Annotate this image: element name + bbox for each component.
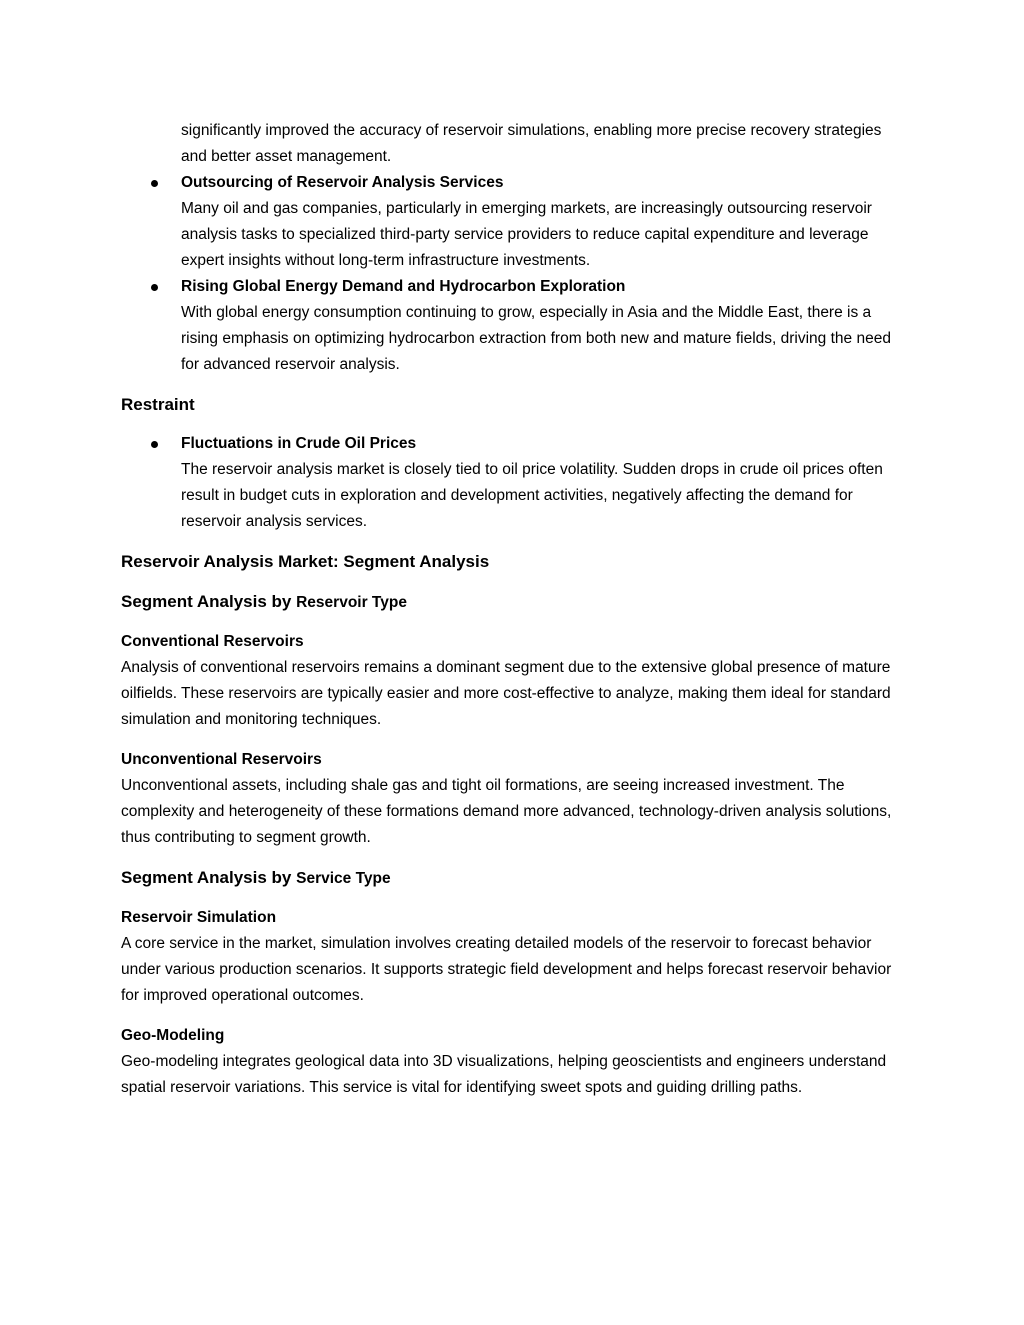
service-type-heading [121,865,906,892]
segment-analysis-heading: Reservoir Analysis Market: Segment Analysis [121,552,490,571]
driver-bullet-energy-demand [181,274,906,378]
bullet-body: The reservoir analysis market is closely tied to oil price volatility. Sudden drops in crude oil prices often result in budget cuts in exploration and development activities, negatively affecting the demand for reservoir analysis services. [181,461,883,530]
heading-prefix: Segment Analysis by [121,868,292,887]
heading-suffix: Reservoir Type [296,594,407,611]
subsection-title: Unconventional Reservoirs [121,751,322,768]
bullet-body: Many oil and gas companies, particularly in emerging markets, are increasingly outsourcing reservoir analysis tasks to specialized third-party service providers to reduce capital expenditure and leverage expert insights without long-term infrastructure investments. [181,200,872,269]
heading-suffix: Service Type [296,870,391,887]
subsection-body: Unconventional assets, including shale gas and tight oil formations, are seeing increased investment. The complexity and heterogeneity of these formations demand more advanced, technology-driven analysis solutions, thus contributing to segment growth. [121,777,892,846]
bullet-title: Rising Global Energy Demand and Hydrocarbon Exploration [181,278,626,295]
bullet-title: Outsourcing of Reservoir Analysis Services [181,174,504,191]
subsection-title: Geo-Modeling [121,1027,225,1044]
bullet-icon [151,284,158,291]
bullet-icon [151,180,158,187]
restraint-heading: Restraint [121,395,195,414]
reservoir-type-heading [121,589,906,616]
subsection-title: Reservoir Simulation [121,909,277,926]
subsection-body: Geo-modeling integrates geological data into 3D visualizations, helping geoscientists and engineers understand spatial reservoir variations. This service is vital for identifying sweet spots and guiding drilling paths. [121,1053,887,1096]
subsection-body: A core service in the market, simulation involves creating detailed models of the reservoir to forecast behavior under various production scenarios. It supports strategic field development and helps forecast reservoir behavior for improved operational outcomes. [121,935,892,1004]
reservoir-simulation-block [121,905,906,1009]
geo-modeling-block [121,1023,906,1101]
bullet-title: Fluctuations in Crude Oil Prices [181,435,417,452]
document-page [121,118,906,1115]
driver-bullet-outsourcing [181,170,906,274]
subsection-title: Conventional Reservoirs [121,633,304,650]
subsection-body: Analysis of conventional reservoirs remains a dominant segment due to the extensive global presence of mature oilfields. These reservoirs are typically easier and more cost-effective to analyze, making them ideal for standard simulation and monitoring techniques. [121,659,891,728]
bullet-body: With global energy consumption continuing to grow, especially in Asia and the Middle East, there is a rising emphasis on optimizing hydrocarbon extraction from both new and mature fields, driving the need for advanced reservoir analysis. [181,304,891,373]
unconventional-reservoirs-block [121,747,906,851]
bullet-icon [151,441,158,448]
intro-continuation-paragraph: significantly improved the accuracy of reservoir simulations, enabling more precise recovery strategies and better asset management. [181,122,882,165]
conventional-reservoirs-block [121,629,906,733]
heading-prefix: Segment Analysis by [121,592,292,611]
restraint-bullet-oil-prices [181,431,906,535]
